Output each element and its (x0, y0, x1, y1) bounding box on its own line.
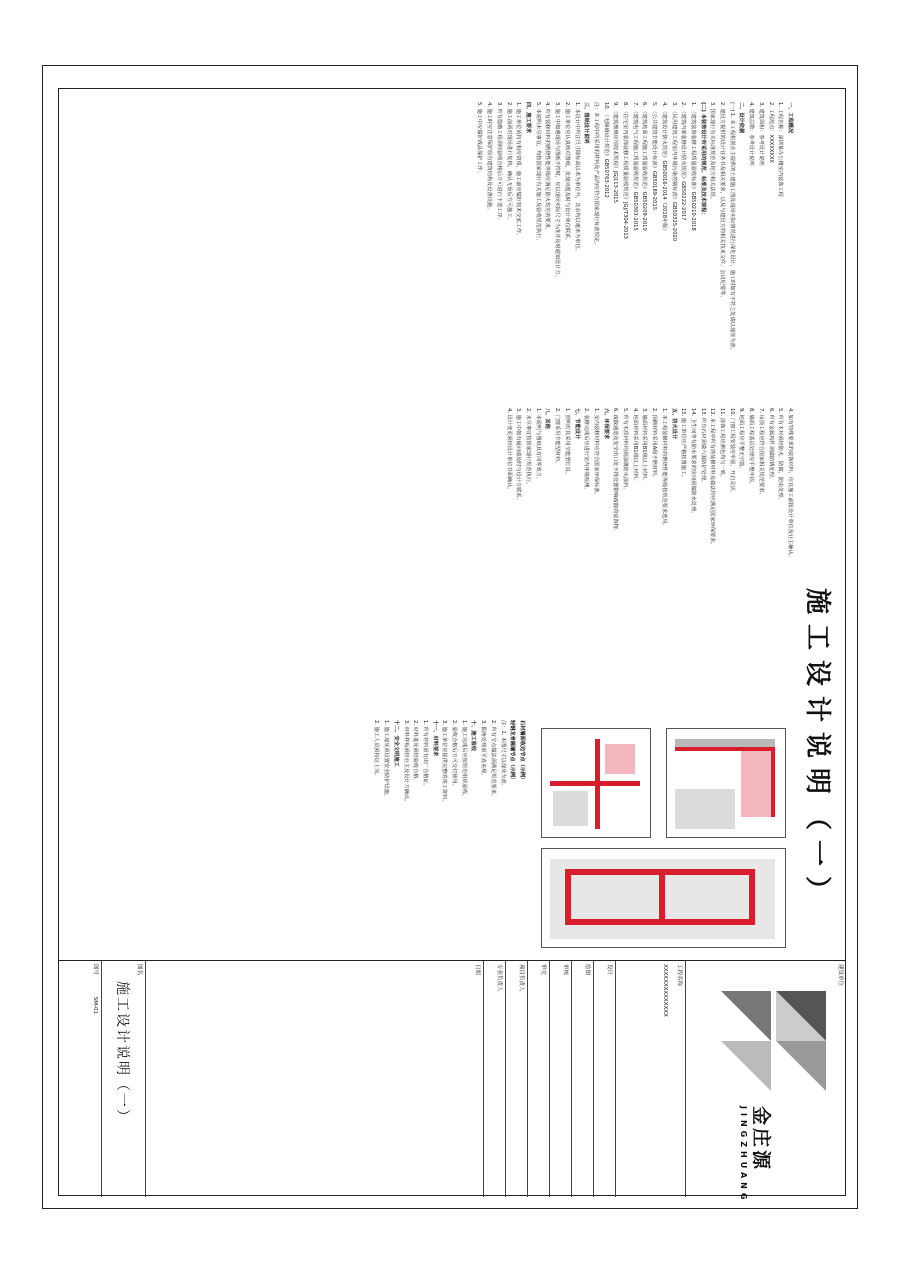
column2-line: 1. 照明灯具采用节能型灯具。 (563, 408, 570, 477)
column2-line: 15. 施工单位应严格按图施工。 (680, 408, 687, 481)
column2-line: 2. 装修完成后应进行室内环境检测。 (583, 408, 590, 493)
column1-line: 2. 工程地点：XXXXXXXX (767, 102, 774, 163)
column3-line: 十、施工验收 (470, 720, 477, 752)
column1-line: 1. 《建筑装饰装修工程质量验收标准》GB50210-2018 (689, 102, 696, 231)
column1-line: 3. 建筑面积：参考设计说明 (757, 102, 764, 166)
company-logo (696, 981, 846, 1204)
column1-line: 4. 建筑层数：参考设计说明 (748, 102, 755, 166)
column2-line: 3. 墙面材料采用B1级以上材料。 (641, 408, 648, 484)
column3-line: 十一、材料要求 (431, 720, 438, 757)
column1-line: 1. 工程名称：深圳某办公楼室内装饰工程 (777, 102, 784, 197)
column2-line: 12. 本工程中所有的装修材料及做法均应满足国家环保要求。 (709, 408, 716, 548)
column1-line: 2. 建设方提供的设计任务书及相关要求，以及与建设方的相关技术文件、会议纪要等。 (719, 102, 726, 301)
drawing-sheet (58, 88, 846, 1204)
logo-chinese: 金庄源 (750, 1106, 772, 1173)
column3-line: 2. 验收合格后方可交付使用。 (451, 720, 458, 789)
number-value: SM-01 (92, 996, 98, 1014)
notes-column-2 (503, 408, 794, 708)
column2-line: 1. 室内装修材料应符合国家环保标准。 (592, 408, 599, 498)
column1-line: 3. 施工中如遇现场与图纸不符时，应以现场实际尺寸为准并及时通知设计方。 (554, 102, 561, 280)
column3-line: 1. 施工完成后应按规范组织验收。 (460, 720, 467, 800)
column3-line: 2. 材料进场须经验收合格。 (412, 720, 419, 784)
title-block-row: 项目负责人 (517, 961, 528, 1197)
title-block-row: 绘图 (583, 961, 594, 1197)
column1-line: 9. 《建筑玻璃应用技术规程》JGJ113-2015 (612, 102, 619, 203)
title-block-row: 日期 (473, 961, 484, 1197)
column2-line: 4. 设计变更须经设计单位书面确认。 (505, 408, 512, 493)
column3-line: 轻钢龙骨隔墙节点（示例） (509, 720, 516, 783)
column3-line: 2. 所有节点做法须满足规范要求。 (489, 720, 496, 800)
column3-line: 3. 阳角处理须平直美观。 (480, 720, 487, 779)
column2-line: 2. 门窗采用节能型材料。 (554, 408, 561, 467)
column2-line: 1. 本工程装修材料的燃烧性能等级按规范要求选用。 (660, 408, 667, 529)
column2-line: 3. 施工中如有疑问请及时与设计方联系。 (515, 408, 522, 503)
column1-line: 7. 《建筑电气工程施工质量验收规范》GB50303-2015 (631, 102, 638, 231)
title-block-row: 专业负责人 (495, 961, 506, 1197)
column3-line: 1. 施工现场须设置安全防护设施。 (383, 720, 390, 800)
column2-line: 2. 顶棚材料采用A级不燃材料。 (651, 408, 658, 481)
column1-line: 一、工程概况 (787, 102, 793, 134)
drawing-name: 施工设计说明（一） (114, 981, 130, 1125)
column1-line: 注：本工程中所采用的材料及产品均应符合国家现行标准规定。 (592, 102, 599, 248)
column2-line: 11. 涂饰工程应颜色均匀一致。 (719, 408, 726, 481)
column2-line: 五、防火设计 (670, 408, 677, 440)
column1-line: 4. 施工时应注意保护原有建筑结构及设备设施。 (486, 102, 493, 213)
client-label: 建设单位 (837, 964, 843, 987)
column3-line: 3. 施工单位应提供完整的竣工资料。 (441, 720, 448, 805)
column2-line: 1. 本说明与图纸具有同等效力。 (534, 408, 541, 483)
detail-drawing-3 (541, 848, 786, 948)
column1-line: 10. 《无障碍设计规范》GB50763-2012 (602, 102, 609, 198)
column2-line: 4. 地面材料采用B1级以上材料。 (631, 408, 638, 484)
column1-line: 1. 本设计中所注尺寸除标高以米为单位外，其余均以毫米为单位。 (573, 102, 580, 254)
detail-drawing-2 (541, 728, 651, 838)
column1-line: 6. 《建筑地面工程施工质量验收规范》GB50209-2010 (641, 102, 648, 231)
column1-line: 3. 所有隐蔽工程须经验收合格后方可进行下道工序。 (495, 102, 502, 223)
column1-line: 三、图纸设计说明 (583, 102, 590, 144)
title-block-row: 审定 (539, 961, 550, 1197)
title-block-row: 设计 (605, 961, 616, 1197)
column2-line: 八、其他 (544, 408, 551, 429)
column3-line: 2. 施工人员须持证上岗。 (373, 720, 380, 779)
drawing-label: 图名 (136, 964, 142, 976)
column1-line: (一) 1. 本工程根据业主提供的土建施工图及现场实际情况进行深化设计，施工时如有不符之处请以现场为准。 (728, 102, 735, 353)
column2-line: 七、节能设计 (573, 408, 580, 440)
title-block (58, 960, 846, 1204)
column1-line: 4. 所有装修材料的燃烧性能等级应满足防火规范的要求。 (544, 102, 551, 234)
column2-line: 8. 墙面工程基层处理应平整牢固。 (748, 408, 755, 488)
column2-line: 2. 未尽事宜按国家现行规范执行。 (525, 408, 532, 488)
project-label: 工程名称 (676, 964, 682, 987)
column3-line: 1. 所有材料须有出厂合格证。 (421, 720, 428, 789)
column1-line: 四、施工要求 (525, 102, 532, 134)
column2-line: 6. 所有金属构件须做防锈处理。 (767, 408, 774, 483)
title-block-row: 审核 (561, 961, 572, 1197)
column2-line: 9. 地面工程应平整无空鼓。 (738, 408, 745, 472)
column1-line: 2. 施工前须对现场进行复核，确认无误后方可施工。 (505, 102, 512, 223)
column3-line: 3. 材料样板须经业主及设计方确认。 (402, 720, 409, 805)
number-label: 图号 (92, 964, 98, 976)
project-row (646, 961, 686, 1197)
column2-line: 14. 卫生间等有防水要求的房间须做防水处理。 (689, 408, 696, 517)
notes-column-3 (371, 720, 526, 950)
column3-line: 石材墙面收边节点（示例） (519, 720, 525, 783)
column2-line: 六、环保要求 (602, 408, 609, 440)
column1-line: 4. 《建筑设计防火规范》GB50016-2014（2018年版） (660, 102, 667, 234)
column1-line: 8. 《住宅室内装饰装修工程质量验收规范》JGJ/T304-2013 (622, 102, 629, 239)
column2-line: 6. 疏散通道及安全出口处不得设置影响疏散的装饰物。 (612, 408, 619, 534)
column2-line: 5. 所有木材须经防火、防腐、防虫处理。 (777, 408, 784, 503)
column2-line: 5. 所有木质材料均须涂刷防火涂料。 (622, 408, 629, 493)
column1-line: 3. 《民用建筑工程室内环境污染控制标准》GB50325-2020 (670, 102, 677, 242)
column2-line: 4. 如有特殊要求的装饰材料，应在施工前报设计单位及业主确认。 (787, 408, 793, 560)
column1-line: 3. 国家现行有关标准规范及地方相关法规。 (709, 102, 716, 202)
detail-drawing-1 (666, 728, 786, 838)
notes-column-1 (474, 102, 794, 382)
column1-line: 二、设计依据 (738, 102, 745, 134)
drawing-number-row (58, 961, 102, 1197)
logo-english: JINGZHUANG (739, 1106, 748, 1204)
column3-line: 注：1. 本图尺寸以现场为准。 (499, 720, 506, 789)
column1-line: 2. 施工单位应认真核对图纸，发现问题及时与设计单位联系。 (563, 102, 570, 244)
column2-line: 10. 门窗工程安装应牢固，开启灵活。 (728, 408, 735, 496)
column1-line: 5. 本说明未尽事宜，均按国家现行有关施工及验收规范执行。 (534, 102, 541, 244)
project-value: XXXXXXXXXXXXXX (662, 964, 668, 1017)
column1-line: 5. 施工中应做好成品保护工作。 (476, 102, 483, 177)
sheet-title: 施工设计说明（一） (802, 588, 832, 913)
column1-line: 1. 施工单位须持有相应资质，施工前应做好技术交底工作。 (515, 102, 522, 239)
column1-line: 2. 《建筑内部装修设计防火规范》GB50222-2017 (680, 102, 687, 221)
column2-line: 7. 吊顶工程应符合国家相关规范要求。 (757, 408, 764, 498)
column1-line: (二) 本装饰设计所采用的规范、标准及技术规程： (699, 102, 706, 218)
column3-line: 十二、安全文明施工 (392, 720, 399, 767)
column2-line: 13. 所有石材须做六面防护处理。 (699, 408, 706, 486)
logo-triangles-icon (696, 981, 846, 1101)
column1-line: 5. 《公共建筑节能设计标准》GB50189-2015 (651, 102, 658, 211)
